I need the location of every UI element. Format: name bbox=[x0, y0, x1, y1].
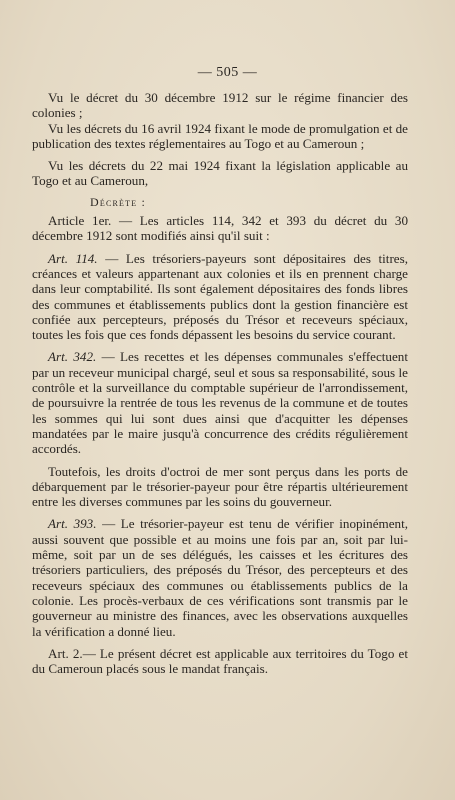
article-342-label: Art. 342. bbox=[48, 349, 97, 365]
page-number: — 505 — bbox=[197, 65, 258, 80]
article-114-label: Art. 114. bbox=[48, 250, 98, 266]
article-342-text: — Les recettes et les dépenses communales s'effectuent par un receveur municipal chargé, seul et sous sa responsabilité, sous le contrôle et la surveillance du comptable supérieur de l'arrondissement, de poursuivre la rentrée de tous les revenus de la commune et de toutes les sommes qui lui sont dues ainsi que d'acquitter les dépenses mandatées par le maire jusqu'à concurrence des crédits régulièrement accordés. bbox=[32, 349, 408, 457]
article-1: Article 1er. — Les articles 114, 342 et 393 du décret du 30 décembre 1912 sont modifiés ainsi qu'il suit : bbox=[32, 213, 408, 244]
considerant-1: Vu le décret du 30 décembre 1912 sur le régime financier des colonies ; bbox=[32, 90, 408, 121]
considerant-2: Vu les décrets du 16 avril 1924 fixant le mode de promulgation et de publication des textes réglementaires au Togo et au Cameroun ; bbox=[32, 120, 408, 151]
article-342 bbox=[32, 349, 408, 456]
article-393 bbox=[32, 516, 408, 638]
article-2: Art. 2.— Le présent décret est applicable aux territoires du Togo et du Cameroun placés sous le mandat français. bbox=[32, 645, 408, 677]
decrete-heading: Décrète : bbox=[90, 194, 147, 209]
article-114 bbox=[32, 251, 408, 343]
considerant-3: Vu les décrets du 22 mai 1924 fixant la législation applicable au Togo et au Cameroun, bbox=[32, 158, 408, 189]
article-393-label: Art. 393. bbox=[48, 516, 97, 532]
article-114-text: — Les trésoriers-payeurs sont dépositaires des titres, créances et valeurs appartenant aux colonies et ils en prennent charge dans leur comptabilité. Ils sont également dépositaires des fonds libres des communes et établissements publics dont la gestion financière est confiée aux percepteurs, préposés du Trésor et receveurs spéciaux, toutes les fois que ces fonds dépassent les besoins du service courant. bbox=[32, 250, 408, 343]
decree-text bbox=[32, 90, 408, 676]
toutefois-paragraph: Toutefois, les droits d'octroi de mer sont perçus dans les ports de débarquement par le trésorier-payeur pour être répartis ultérieurement entre les diverses communes par les soins du gouverneur. bbox=[32, 463, 408, 510]
article-393-text: — Le trésorier-payeur est tenu de vérifier inopinément, aussi souvent que possible et au moins une fois par an, soit par lui-même, soit par un de ses délégués, les caisses et les écritures des trésoriers particuliers, des préposés du Trésor, des percepteurs et des receveurs spéciaux des communes ou établissements publics de la colonie. Les procès-verbaux de ces vérifications sont transmis par le gouverneur au ministre des finances, avec les observations auxquelles la vérification a donné lieu. bbox=[32, 516, 408, 639]
